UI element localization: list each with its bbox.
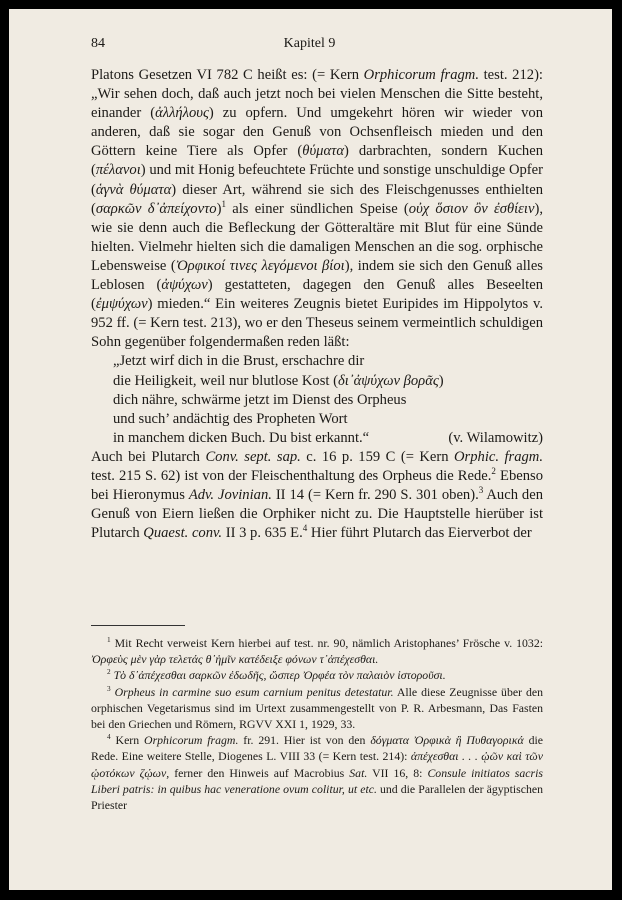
text-span: Alle diese Zeugnisse über den orphischen Vegetarismus sind im Urtext zusammengestellt von P. R. Arbesmann, Das Fasten bei den Griechen und Römern, RGVV XXI 1, 1929, 33.: [91, 684, 543, 732]
latin-quote: Consule initiatos sacris Liberi patris: in quibus hac veneratione ovum colitur, ut etc.: [91, 765, 543, 796]
footnotes: [91, 635, 543, 813]
greek-term: δι᾽ἀψύχων βορᾶς: [337, 372, 439, 389]
text-span: ), indem sie sich den Genuß alles Leblosen (: [91, 257, 543, 294]
quote-line: [113, 372, 543, 391]
quote-line: und such’ andächtig des Propheten Wort: [113, 410, 348, 427]
greek-term: ἀψύχων: [161, 277, 208, 294]
greek-term: ἀλλήλους: [155, 105, 209, 122]
text-span: ) dieser Art, während sie sich des Fleischgenusses enthielten (: [91, 181, 543, 217]
paragraph-2: [91, 448, 543, 543]
footnote-1: [91, 635, 543, 667]
footnote-ref: 1: [221, 198, 226, 209]
text-span: und die Parallelen der ägyptischen Priester: [91, 781, 543, 813]
quote-line: dich nähre, schwärme jetzt im Dienst des Orpheus: [113, 391, 407, 408]
page-number: 84: [91, 36, 105, 51]
footnote-number: 3: [107, 683, 111, 693]
greek-quote: Ὀρφεὺς μὲν γὰρ τελετάς θ᾽ἡμῖν κατέδειξε φόνων τ᾽ἀπέχεσθαι.: [91, 652, 379, 667]
greek-quote: Τὸ δ᾽ἀπέχεσθαι σαρκῶν ἐδωδῆς, ὥσπερ Ὀρφέα τὸν παλαιὸν ἱστοροῦσι.: [113, 668, 446, 683]
text-span: ), wie sie denn auch die Befleckung der Götteraltäre mit Blut für eine Sünde hielten. Vielmehr hielten sich die damaligen Menschen an die sog. orphische Lebensweise (: [91, 200, 543, 274]
text-span: II 3 p. 635 E.: [222, 525, 303, 542]
text-span: ) gestatteten, dagegen den Genuß alles Beseelten (: [91, 277, 543, 313]
italic-title: Adv. Jovinian.: [188, 487, 272, 504]
italic-title: Quaest. conv.: [143, 525, 223, 542]
text-span: ) darbrachten, sondern Kuchen (: [91, 143, 543, 179]
quote-line: „Jetzt wirf dich in die Brust, erschachre dir: [113, 353, 365, 370]
text-span: die Rede. Eine weitere Stelle, Diogenes L. VIII 33 (= Kern test. 214):: [91, 733, 543, 764]
footnote-3: [91, 684, 543, 733]
text-span: Hier führt Plutarch das Eierverbot der: [307, 525, 532, 542]
chapter-title: Kapitel 9: [283, 36, 336, 51]
greek-term: Ὀρφικοί τινες λεγόμενοι βίοι: [175, 257, 345, 274]
text-span: ) mieden.“ Ein weiteres Zeugnis bietet Euripides im Hippolytos v. 952 ff. (= Kern test. 213), wo er den Theseus seinem vermeintlich schuldigen Sohn gegenüber folgendermaßen reden läßt:: [91, 296, 543, 351]
text-span: in manchem dicken Buch. Du bist erkannt.“: [113, 429, 370, 446]
text-span: VII 16, 8:: [367, 765, 428, 780]
text-span: fr. 291. Hier ist von den: [238, 733, 371, 748]
greek-term: ἁγνὰ θύματα: [95, 181, 172, 198]
italic-title: Sat.: [349, 765, 368, 780]
quote-line: [113, 429, 543, 448]
text-span: ferner den Hinweis auf Macrobius: [169, 765, 350, 780]
text-span: die Heiligkeit, weil nur blutlose Kost (: [113, 372, 338, 389]
text-span: ) und mit Honig befeuchtete Früchte und sonstige unschuldige Opfer (: [91, 162, 543, 198]
greek-term: δόγματα Ὀρφικὰ ἢ Πυθαγορικά: [370, 733, 524, 748]
greek-term: πέλανοι: [95, 162, 141, 179]
italic-title: Orphicorum fragm.: [144, 733, 239, 748]
text-span: II 14 (= Kern fr. 290 S. 301 oben).: [271, 487, 479, 504]
text-span: test. 212): „Wir sehen doch, daß auch jetzt noch bei vielen Menschen die Sitte besteht, einander (: [91, 67, 543, 122]
footnote-divider: [91, 625, 185, 626]
text-span: Ebenso bei Hieronymus: [91, 467, 543, 504]
italic-title: Orphicorum fragm.: [363, 67, 479, 83]
page-header: [91, 36, 528, 54]
greek-term: οὐχ ὅσιον ὂν ἐσθίειν: [408, 200, 535, 217]
text-span: c. 16 p. 159 C (= Kern: [300, 448, 455, 465]
verse-quote: [113, 352, 543, 447]
footnote-ref: 2: [491, 466, 496, 477]
footnote-4: [91, 732, 543, 813]
footnote-ref: 4: [302, 523, 308, 534]
footnote-ref: 3: [478, 485, 484, 496]
text-span: Kern: [110, 733, 145, 748]
book-page: [9, 9, 612, 890]
greek-term: θύματα: [302, 143, 345, 160]
main-text: [91, 66, 543, 543]
greek-quote: ἀπέχεσθαι . . . ᾠῶν καὶ τῶν ᾠοτόκων ζῴων,: [91, 749, 544, 780]
footnote-number: 1: [107, 635, 111, 645]
footnote-2: [91, 667, 543, 683]
text-span: als einer sündlichen Speise (: [226, 200, 409, 217]
text-span: Platons Gesetzen VI 782 C heißt es: (= Kern: [91, 67, 364, 83]
italic-title: Orphic. fragm.: [454, 448, 543, 465]
footnote-number: 2: [107, 667, 111, 677]
text-span: test. 215 S. 62) ist von der Fleischenthaltung des Orpheus die Rede.: [91, 467, 492, 484]
greek-term: σαρκῶν δ᾽ἀπείχοντο: [95, 200, 217, 217]
text-span: Mit Recht verweist Kern hierbei auf test. nr. 90, nämlich Aristophanes’ Frösche v. 1032:: [110, 636, 543, 650]
italic-title: Conv. sept. sap.: [205, 448, 301, 465]
text-span: Auch bei Plutarch: [91, 448, 206, 465]
paragraph-1: [91, 66, 543, 352]
footnote-number: 4: [107, 732, 111, 742]
text-span: ) zu opfern. Und umgekehrt hören wir wieder von anderen, daß sie sogar den Genuß von Ochsenfleisch mieden und den Göttern keine Tiere als Opfer (: [91, 105, 543, 160]
quote-attribution: (v. Wilamowitz): [448, 429, 543, 446]
text-span: Auch den Genuß von Eiern ließen die Orphiker nicht zu. Die Hauptstelle hierüber ist Plutarch: [91, 487, 543, 542]
greek-term: ἐμψύχων: [95, 296, 148, 313]
text-span: ): [438, 372, 444, 389]
latin-quote: Orpheus in carmine suo esum carnium penitus detestatur.: [114, 684, 394, 699]
text-span: ): [216, 200, 222, 217]
